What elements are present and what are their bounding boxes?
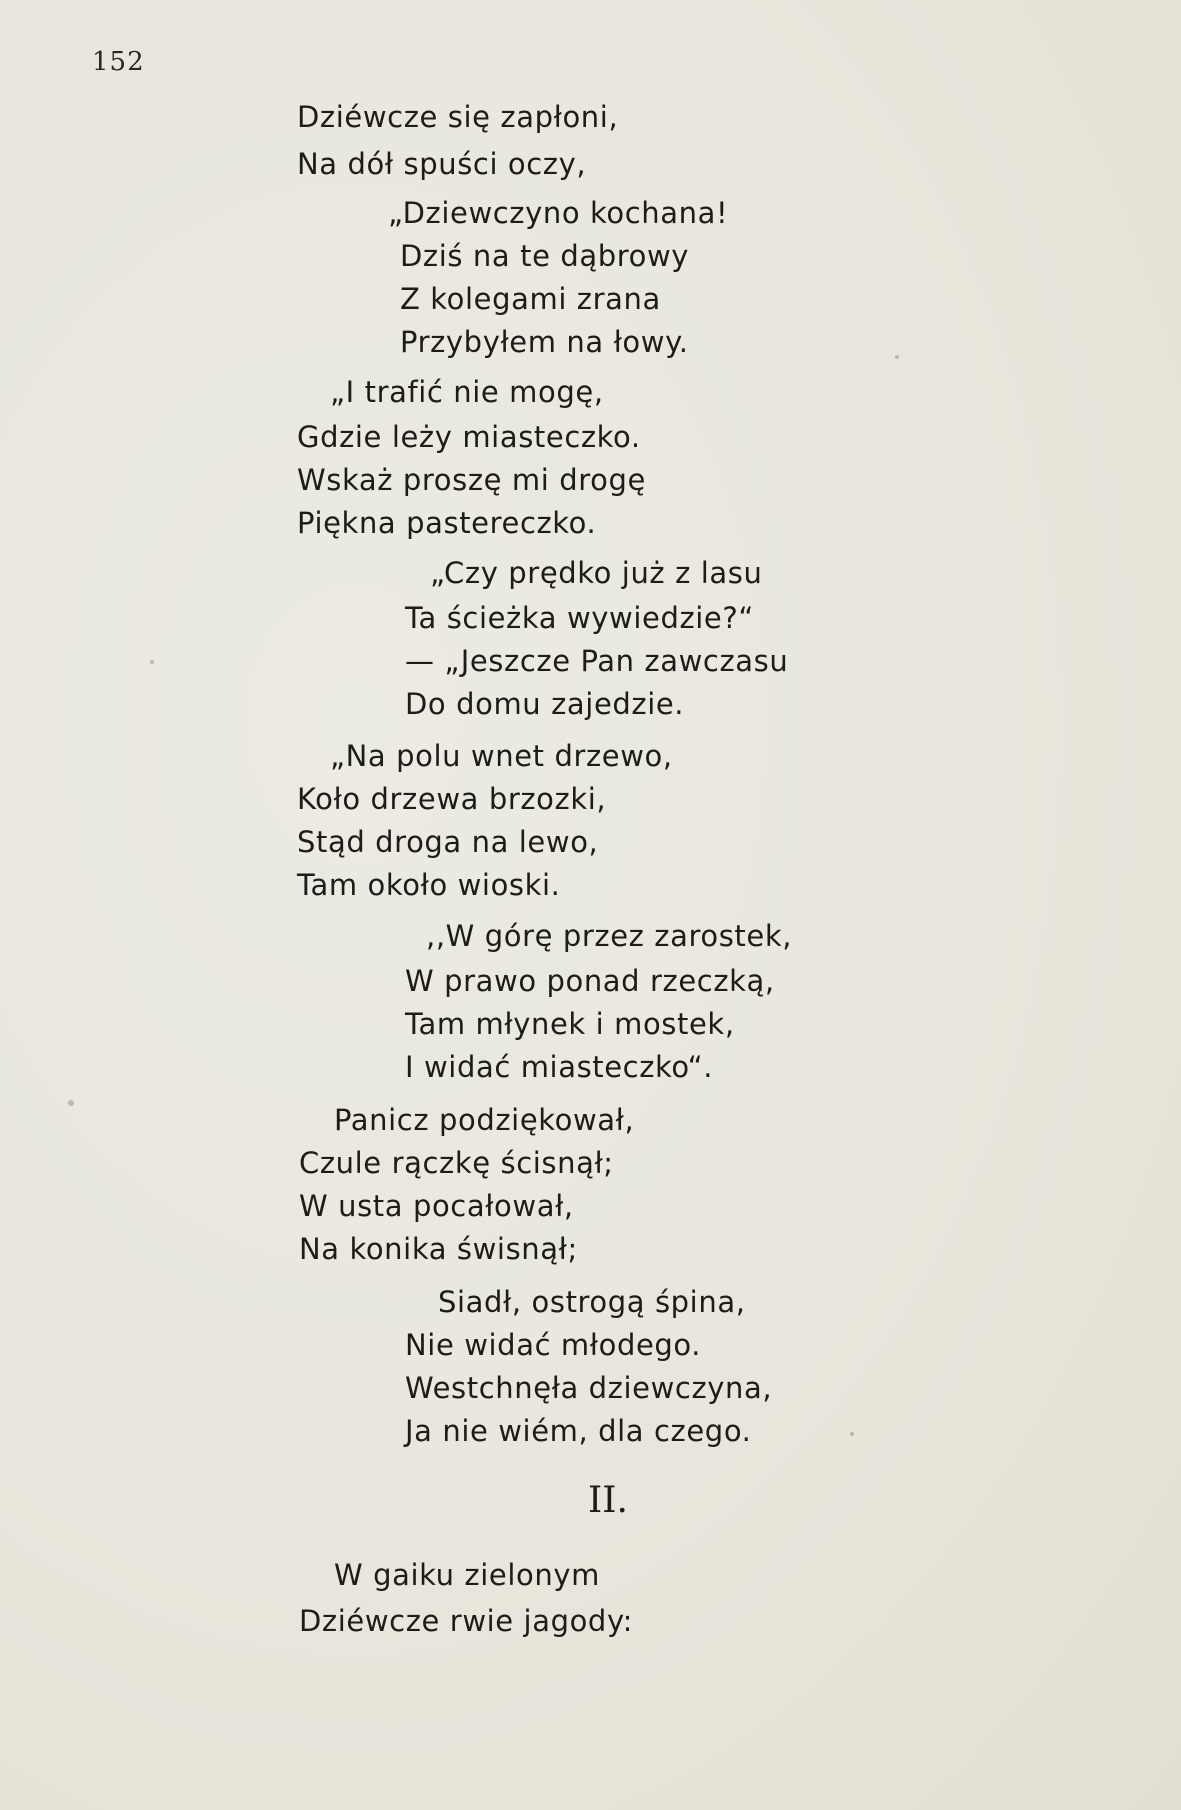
poem-line: Ta ścieżka wywiedzie?“ [405, 601, 754, 635]
poem-line: I widać miasteczko“. [405, 1050, 714, 1084]
poem-line: Dziéwcze się zapłoni, [297, 100, 619, 134]
poem-line: Dziéwcze rwie jagody: [299, 1604, 633, 1638]
poem-line: — „Jeszcze Pan zawczasu [405, 644, 789, 678]
poem-line: Panicz podziękował, [334, 1103, 635, 1137]
poem-line: Nie widać młodego. [405, 1328, 702, 1362]
poem-line: Wskaż proszę mi drogę [297, 463, 646, 497]
poem-line: W gaiku zielonym [334, 1558, 600, 1592]
poem-line: Z kolegami zrana [400, 282, 661, 316]
poem-line: W prawo ponad rzeczką, [405, 964, 775, 998]
ink-speck [850, 1432, 854, 1436]
poem-line: W usta pocałował, [299, 1189, 574, 1223]
poem-line: Piękna pastereczko. [297, 506, 597, 540]
poem-line: Dziś na te dąbrowy [400, 239, 690, 273]
section-heading: II. [588, 1480, 628, 1521]
poem-line: Gdzie leży miasteczko. [297, 420, 641, 454]
poem-line: Przybyłem na łowy. [400, 325, 689, 359]
ink-speck [895, 355, 899, 359]
poem-line: Siadł, ostrogą śpina, [438, 1285, 746, 1319]
poem-line: Westchnęła dziewczyna, [405, 1371, 773, 1405]
poem-line: ,,W górę przez zarostek, [426, 919, 793, 953]
poem-line: Na konika świsnął; [299, 1232, 578, 1266]
poem-line: Czule rączkę ścisnął; [299, 1146, 614, 1180]
poem-line: Do domu zajedzie. [405, 687, 685, 721]
poem-line: Ja nie wiém, dla czego. [405, 1414, 752, 1448]
poem-line: Tam młynek i mostek, [405, 1007, 735, 1041]
poem-line: Tam około wioski. [297, 868, 561, 902]
page-number: 152 [92, 47, 145, 77]
poem-line: „I trafić nie mogę, [330, 375, 604, 409]
poem-line: „Dziewczyno kochana! [388, 196, 729, 230]
ink-speck [150, 660, 154, 664]
poem-line: Koło drzewa brzozki, [297, 782, 607, 816]
poem-line: „Czy prędko już z lasu [430, 556, 763, 590]
poem-line: Stąd droga na lewo, [297, 825, 599, 859]
poem-line: „Na polu wnet drzewo, [330, 739, 673, 773]
ink-speck [68, 1100, 74, 1106]
poem-line: Na dół spuści oczy, [297, 147, 587, 181]
